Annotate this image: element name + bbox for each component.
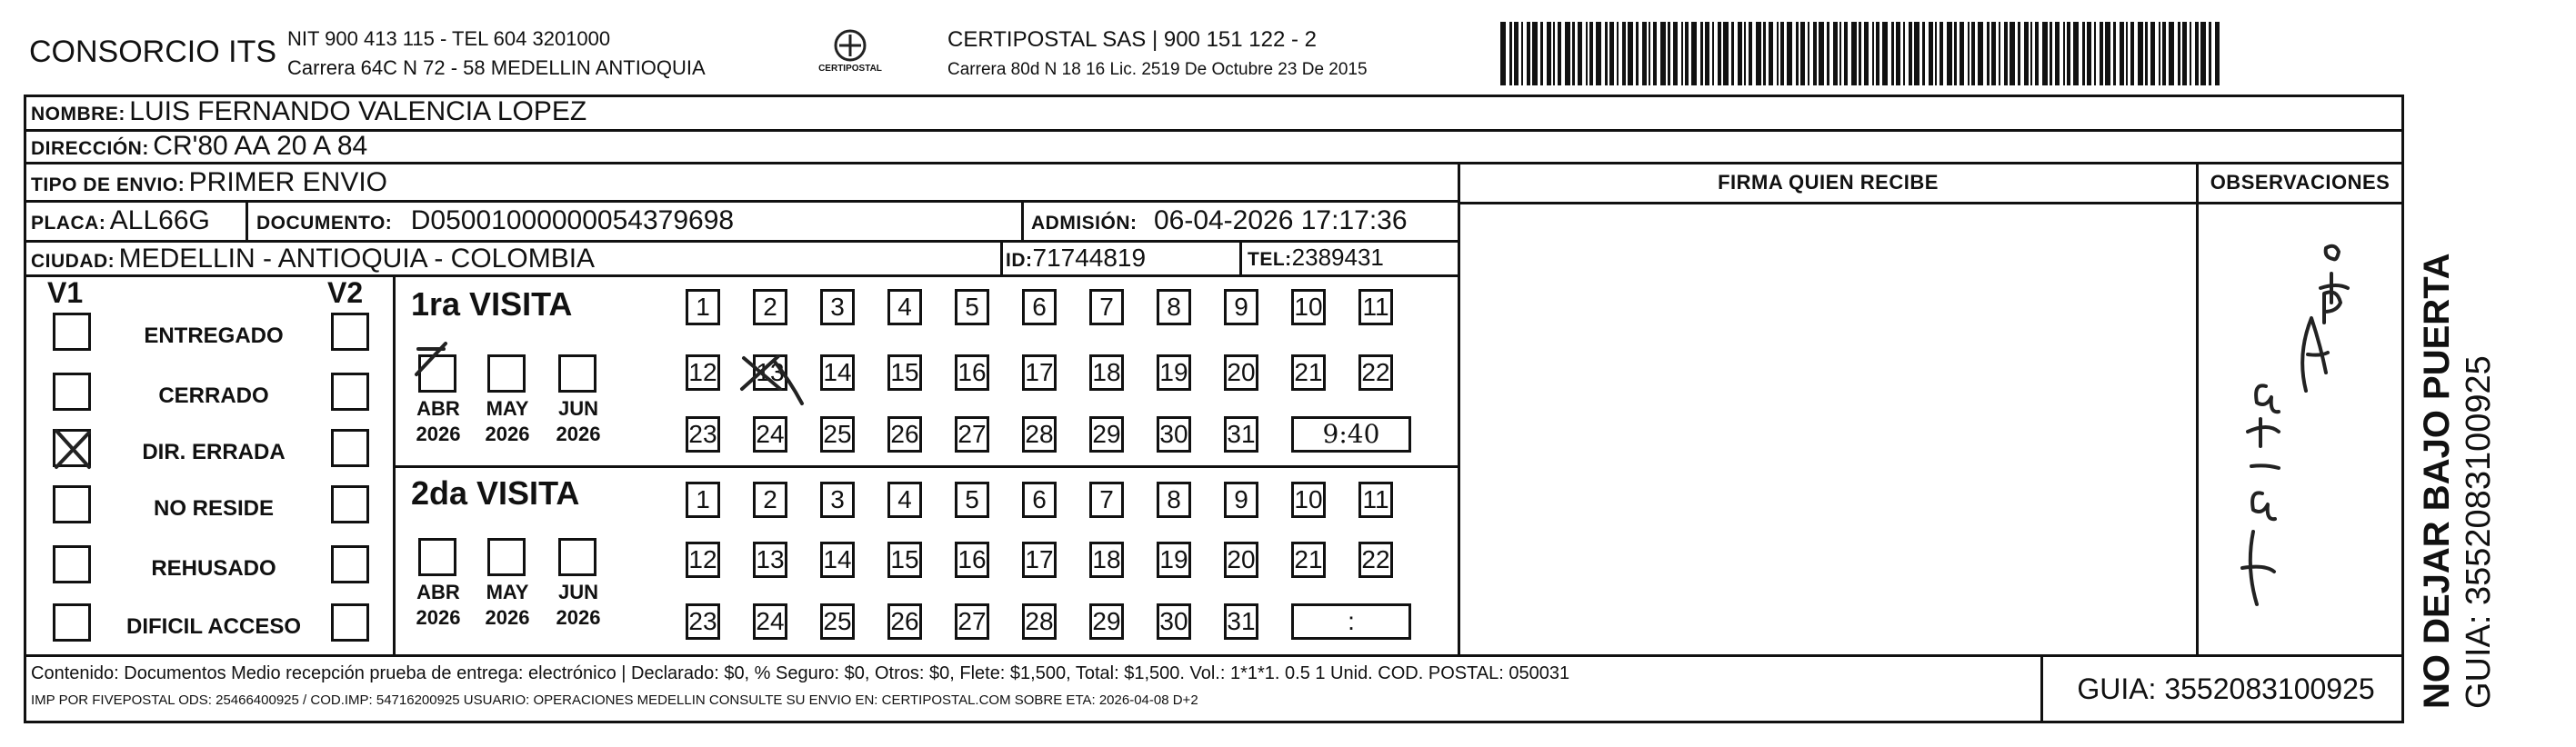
signature-header: FIRMA QUIEN RECIBE bbox=[1718, 171, 1939, 194]
issuer-address: Carrera 64C N 72 - 58 MEDELLIN ANTIOQUIA bbox=[287, 56, 706, 79]
side-text bbox=[2417, 164, 2499, 709]
reason-label: DIFICIL ACCESO bbox=[125, 614, 301, 639]
month-name: ABR bbox=[416, 397, 460, 420]
day-box[interactable]: 27 bbox=[955, 603, 989, 640]
day-box[interactable]: 23 bbox=[686, 603, 720, 640]
day-box[interactable]: 7 bbox=[1089, 289, 1124, 325]
day-box[interactable]: 2 bbox=[753, 482, 787, 518]
day-box[interactable]: 25 bbox=[820, 603, 855, 640]
reason-label: REHUSADO bbox=[151, 556, 276, 581]
day-box[interactable]: 1 bbox=[686, 482, 720, 518]
day-box[interactable]: 12 bbox=[686, 354, 720, 391]
day-box[interactable]: 27 bbox=[955, 416, 989, 453]
day-box[interactable]: 22 bbox=[1358, 354, 1393, 391]
tel-value: 2389431 bbox=[1291, 244, 1384, 271]
admission-label: ADMISIÓN: bbox=[1031, 213, 1138, 234]
day-box[interactable]: 22 bbox=[1358, 542, 1393, 578]
day-box[interactable]: 8 bbox=[1157, 482, 1191, 518]
day-box[interactable]: 20 bbox=[1224, 542, 1258, 578]
document-label: DOCUMENTO: bbox=[256, 213, 393, 234]
side-title: NO DEJAR BAJO PUERTA bbox=[2417, 253, 2457, 709]
day-box[interactable]: 24 bbox=[753, 603, 787, 640]
id-value: 71744819 bbox=[1032, 244, 1147, 272]
day-box[interactable]: 9 bbox=[1224, 482, 1258, 518]
footer-imp: IMP POR FIVEPOSTAL ODS: 25466400925 / COD.IMP: 54716200925 USUARIO: OPERACIONES MEDELLIN CONSULTE SU ENVIO EN: CERTIPOSTAL.COM SOBRE ETA: 2026-04-08 D+2 bbox=[31, 692, 1198, 708]
day-box[interactable]: 12 bbox=[686, 542, 720, 578]
time-box[interactable]: 9:40 bbox=[1291, 416, 1411, 453]
id-label: ID: bbox=[1006, 250, 1033, 271]
city-value: MEDELLIN - ANTIOQUIA - COLOMBIA bbox=[118, 244, 596, 274]
company-name: CONSORCIO ITS bbox=[29, 35, 277, 69]
month-name: MAY bbox=[486, 581, 529, 603]
nit-line: NIT 900 413 115 - TEL 604 3201000 bbox=[287, 27, 611, 50]
reason-label: CERRADO bbox=[158, 383, 269, 408]
day-box[interactable]: 4 bbox=[887, 482, 922, 518]
day-box[interactable]: 31 bbox=[1224, 416, 1258, 453]
day-box[interactable]: 19 bbox=[1157, 542, 1191, 578]
month-year: 2026 bbox=[416, 423, 461, 445]
day-box[interactable]: 8 bbox=[1157, 289, 1191, 325]
time-box[interactable]: : bbox=[1291, 603, 1411, 640]
v2-label: V2 bbox=[327, 276, 364, 309]
day-box[interactable]: 11 bbox=[1358, 482, 1393, 518]
day-box[interactable]: 29 bbox=[1089, 603, 1124, 640]
day-box[interactable]: 4 bbox=[887, 289, 922, 325]
day-box[interactable]: 16 bbox=[955, 354, 989, 391]
month-name: MAY bbox=[486, 397, 529, 420]
day-box[interactable]: 11 bbox=[1358, 289, 1393, 325]
day-box[interactable]: 13 bbox=[753, 354, 787, 391]
day-box[interactable]: 15 bbox=[887, 542, 922, 578]
logo-text: CERTIPOSTAL bbox=[818, 64, 882, 74]
month-name: JUN bbox=[557, 581, 598, 603]
plate-label: PLACA: bbox=[31, 213, 106, 234]
month-year: 2026 bbox=[485, 606, 530, 629]
day-box[interactable]: 28 bbox=[1022, 416, 1057, 453]
address-value: CR'80 AA 20 A 84 bbox=[153, 131, 368, 161]
day-box[interactable]: 1 bbox=[686, 289, 720, 325]
address-label: DIRECCIÓN: bbox=[31, 138, 149, 159]
day-box[interactable]: 26 bbox=[887, 603, 922, 640]
month-name: ABR bbox=[416, 581, 460, 603]
month-year: 2026 bbox=[556, 606, 601, 629]
type-value: PRIMER ENVIO bbox=[188, 167, 388, 197]
day-box[interactable]: 6 bbox=[1022, 289, 1057, 325]
month-year: 2026 bbox=[485, 423, 530, 445]
day-box[interactable]: 25 bbox=[820, 416, 855, 453]
day-box[interactable]: 29 bbox=[1089, 416, 1124, 453]
day-box[interactable]: 20 bbox=[1224, 354, 1258, 391]
type-label: TIPO DE ENVIO: bbox=[31, 174, 185, 195]
day-box[interactable]: 10 bbox=[1291, 482, 1326, 518]
admission-value: 06-04-2026 17:17:36 bbox=[1153, 205, 1408, 235]
day-box[interactable]: 14 bbox=[820, 542, 855, 578]
day-box[interactable]: 18 bbox=[1089, 542, 1124, 578]
day-box[interactable]: 13 bbox=[753, 542, 787, 578]
day-box[interactable]: 18 bbox=[1089, 354, 1124, 391]
observations-header: OBSERVACIONES bbox=[2210, 171, 2391, 194]
day-box[interactable]: 10 bbox=[1291, 289, 1326, 325]
day-box[interactable]: 5 bbox=[955, 289, 989, 325]
day-box[interactable]: 17 bbox=[1022, 354, 1057, 391]
v1-label: V1 bbox=[47, 276, 84, 309]
certipostal-line: CERTIPOSTAL SAS | 900 151 122 - 2 bbox=[947, 27, 1317, 52]
day-box[interactable]: 26 bbox=[887, 416, 922, 453]
second-visit-title: 2da VISITA bbox=[411, 474, 580, 512]
day-box[interactable]: 7 bbox=[1089, 482, 1124, 518]
month-year: 2026 bbox=[556, 423, 601, 445]
day-box[interactable]: 28 bbox=[1022, 603, 1057, 640]
side-guide: GUIA: 3552083100925 bbox=[2460, 355, 2498, 709]
plate-value: ALL66G bbox=[109, 205, 210, 235]
license-line: Carrera 80d N 18 16 Lic. 2519 De Octubre 23 De 2015 bbox=[947, 60, 1368, 79]
day-box[interactable]: 14 bbox=[820, 354, 855, 391]
reason-label: DIR. ERRADA bbox=[142, 440, 286, 464]
day-box[interactable]: 2 bbox=[753, 289, 787, 325]
name-value: LUIS FERNANDO VALENCIA LOPEZ bbox=[129, 96, 587, 126]
month-year: 2026 bbox=[416, 606, 461, 629]
first-visit-title: 1ra VISITA bbox=[411, 285, 573, 323]
city-label: CIUDAD: bbox=[31, 251, 115, 272]
day-box[interactable]: 3 bbox=[820, 289, 855, 325]
month-name: JUN bbox=[557, 397, 598, 420]
day-box[interactable]: 30 bbox=[1157, 416, 1191, 453]
day-box[interactable]: 31 bbox=[1224, 603, 1258, 640]
footer-content: Contenido: Documentos Medio recepción prueba de entrega: electrónico | Declarado: $0, % Seguro: $0, Otros: $0, Flete: $1,500, Total: $1,500. Vol.: 1*1*1. 0.5 1 Unid. COD. POSTAL: 050031 bbox=[31, 663, 1570, 683]
day-box[interactable]: 15 bbox=[887, 354, 922, 391]
reason-label: NO RESIDE bbox=[153, 496, 275, 521]
tel-label: TEL: bbox=[1248, 249, 1292, 270]
day-box[interactable]: 6 bbox=[1022, 482, 1057, 518]
day-box[interactable]: 16 bbox=[955, 542, 989, 578]
day-box[interactable]: 21 bbox=[1291, 542, 1326, 578]
day-box[interactable]: 24 bbox=[753, 416, 787, 453]
day-box[interactable]: 23 bbox=[686, 416, 720, 453]
day-box[interactable]: 3 bbox=[820, 482, 855, 518]
day-box[interactable]: 17 bbox=[1022, 542, 1057, 578]
reason-label: ENTREGADO bbox=[144, 324, 284, 348]
day-box[interactable]: 30 bbox=[1157, 603, 1191, 640]
footer-guide: GUIA: 3552083100925 bbox=[2077, 672, 2375, 705]
name-label: NOMBRE: bbox=[31, 104, 125, 124]
day-box[interactable]: 19 bbox=[1157, 354, 1191, 391]
document-value: D05001000000054379698 bbox=[410, 205, 735, 235]
day-box[interactable]: 9 bbox=[1224, 289, 1258, 325]
day-box[interactable]: 5 bbox=[955, 482, 989, 518]
day-box[interactable]: 21 bbox=[1291, 354, 1326, 391]
